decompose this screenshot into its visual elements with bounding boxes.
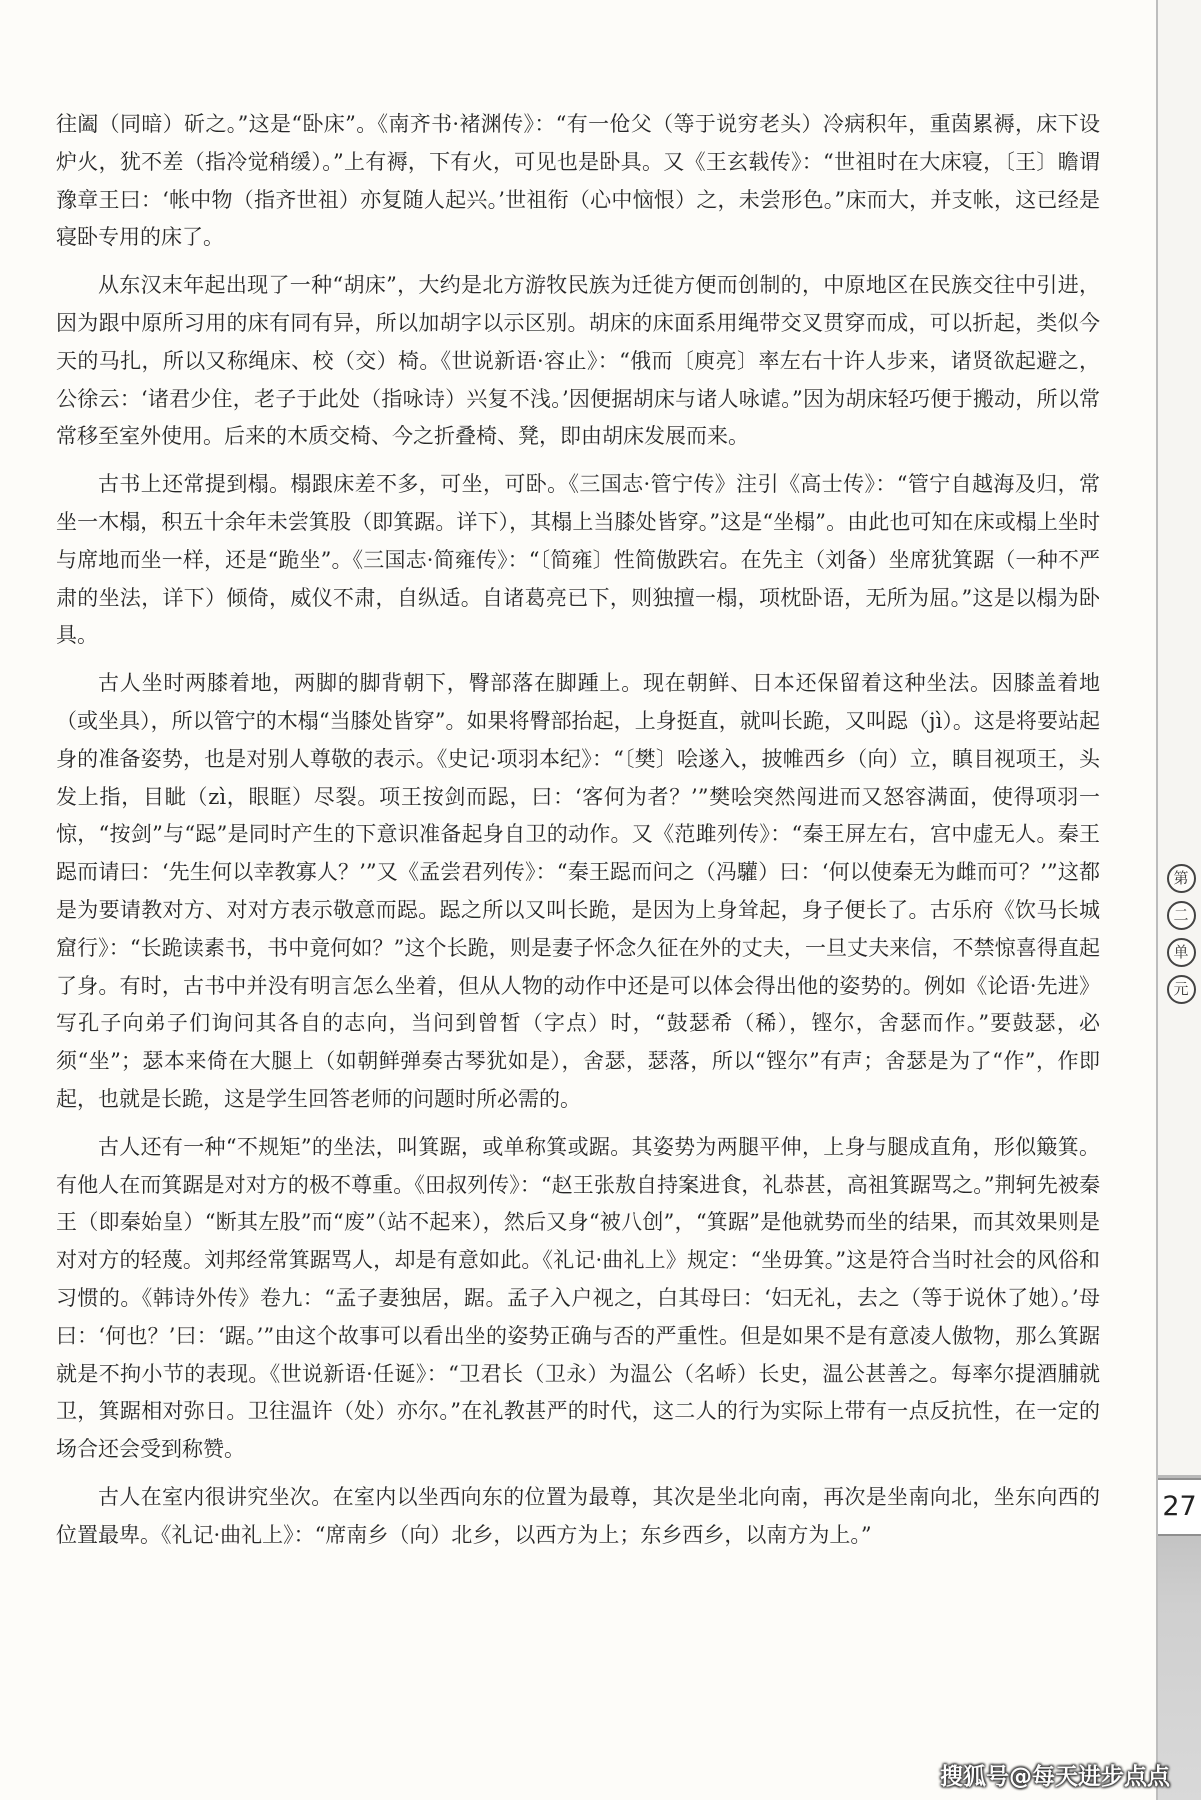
body-text — [56, 106, 1100, 1564]
unit-tab-char: 元 — [1167, 975, 1196, 1004]
unit-tab-char: 二 — [1167, 901, 1196, 930]
unit-side-tab — [1166, 860, 1196, 1008]
paragraph: 古书上还常提到榻。榻跟床差不多，可坐，可卧。《三国志·管宁传》注引《高士传》：“管宁自越海及归，常坐一木榻，积五十余年未尝箕股（即箕踞。详下），其榻上当膝处皆穿。”这是“坐榻”。由此也可知在床或榻上坐时与席地而坐一样，还是“跪坐”。《三国志·简雍传》：“〔简雍〕性简傲跌宕。在先主（刘备）坐席犹箕踞（一种不严肃的坐法，详下）倾倚，威仪不肃，自纵适。自诸葛亮已下，则独擅一榻，项枕卧语，无所为屈。”这是以榻为卧具。 — [56, 472, 1100, 648]
paragraph: 从东汉末年起出现了一种“胡床”，大约是北方游牧民族为迁徙方便而创制的，中原地区在民族交往中引进，因为跟中原所习用的床有同有异，所以加胡字以示区别。胡床的床面系用绳带交叉贯穿而成，可以折起，类似今天的马扎，所以又称绳床、校（交）椅。《世说新语·容止》：“俄而〔庾亮〕率左右十许人步来，诸贤欲起避之，公徐云：‘诸君少住，老子于此处（指咏诗）兴复不浅。’因便据胡床与诸人咏谑。”因为胡床轻巧便于搬动，所以常常移至室外使用。后来的木质交椅、今之折叠椅、凳，即由胡床发展而来。 — [56, 273, 1100, 449]
page-number: 27 — [1158, 1478, 1201, 1536]
paragraph: 古人坐时两膝着地，两脚的脚背朝下，臀部落在脚踵上。现在朝鲜、日本还保留着这种坐法。因膝盖着地（或坐具），所以管宁的木榻“当膝处皆穿”。如果将臀部抬起，上身挺直，就叫长跪，又叫跽（jì）。这是将要站起身的准备姿势，也是对别人尊敬的表示。《史记·项羽本纪》：“〔樊〕哙遂入，披帷西乡（向）立，瞋目视项王，头发上指，目眦（zì，眼眶）尽裂。项王按剑而跽，曰：‘客何为者？’”樊哙突然闯进而又怒容满面，使得项羽一惊，“按剑”与“跽”是同时产生的下意识准备起身自卫的动作。又《范雎列传》：“秦王屏左右，宫中虚无人。秦王跽而请曰：‘先生何以幸教寡人？’”又《孟尝君列传》：“秦王跽而问之（冯驩）曰：‘何以使秦无为雌而可？’”这都是为要请教对方、对对方表示敬意而跽。跽之所以又叫长跪，是因为上身耸起，身子便长了。古乐府《饮马长城窟行》：“长跪读素书，书中竟何如？”这个长跪，则是妻子怀念久征在外的丈夫，一旦丈夫来信，不禁惊喜得直起了身。有时，古书中并没有明言怎么坐着，但从人物的动作中还是可以体会得出他的姿势的。例如《论语·先进》写孔子向弟子们询问其各自的志向，当问到曾皙（字点）时，“鼓瑟希（稀），铿尔，舍瑟而作。”要鼓瑟，必须“坐”；瑟本来倚在大腿上（如朝鲜弹奏古琴犹如是），舍瑟，瑟落，所以“铿尔”有声；舍瑟是为了“作”，作即起，也就是长跪，这是学生回答老师的问题时所必需的。 — [56, 671, 1100, 1111]
watermark: 搜狐号@每天进步点点 — [940, 1764, 1170, 1790]
paragraph: 古人还有一种“不规矩”的坐法，叫箕踞，或单称箕或踞。其姿势为两腿平伸，上身与腿成直角，形似簸箕。有他人在而箕踞是对对方的极不尊重。《田叔列传》：“赵王张敖自持案进食，礼恭甚，高祖箕踞骂之。”荆轲先被秦王（即秦始皇）“断其左股”而“废”（站不起来），然后又身“被八创”，“箕踞”是他就势而坐的结果，而其效果则是对对方的轻蔑。刘邦经常箕踞骂人，却是有意如此。《礼记·曲礼上》规定：“坐毋箕。”这是符合当时社会的风俗和习惯的。《韩诗外传》卷九：“孟子妻独居，踞。孟子入户视之，白其母曰：‘妇无礼，去之（等于说休了她）。’母曰：‘何也？’曰：‘踞。’”由这个故事可以看出坐的姿势正确与否的严重性。但是如果不是有意凌人傲物，那么箕踞就是不拘小节的表现。《世说新语·任诞》：“卫君长（卫永）为温公（名峤）长史，温公甚善之。每率尔提酒脯就卫，箕踞相对弥日。卫往温许（处）亦尔。”在礼教甚严的时代，这二人的行为实际上带有一点反抗性，在一定的场合还会受到称赞。 — [56, 1134, 1100, 1462]
paragraph: 古人在室内很讲究坐次。在室内以坐西向东的位置为最尊，其次是坐北向南，再次是坐南向北，坐东向西的位置最卑。《礼记·曲礼上》：“席南乡（向）北乡，以西方为上；东乡西乡，以南方为上。” — [56, 1484, 1100, 1547]
paragraph: 往阖（同暗）斫之。”这是“卧床”。《南齐书·褚渊传》：“有一伧父（等于说穷老头）冷病积年，重茵累褥，床下设炉火，犹不差（指冷觉稍缓）。”上有褥，下有火，可见也是卧具。又《王玄载传》：“世祖时在大床寝，〔王〕瞻谓豫章王曰：‘帐中物（指齐世祖）亦复随人起兴。’世祖衔（心中恼恨）之，未尝形色。”床而大，并支帐，这已经是寝卧专用的床了。 — [56, 112, 1100, 250]
unit-tab-char: 单 — [1167, 938, 1196, 967]
unit-tab-char: 第 — [1167, 864, 1196, 893]
